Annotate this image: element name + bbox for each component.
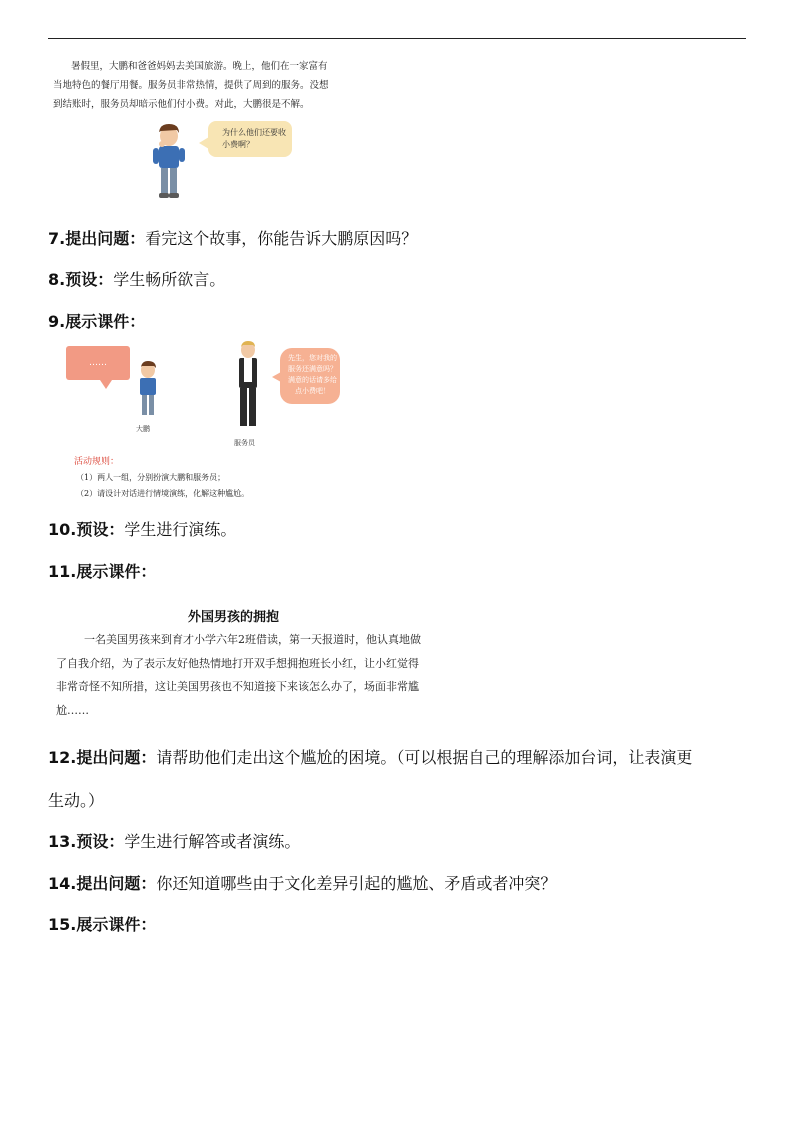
- step-8: [48, 267, 225, 290]
- boy-dapeng-small-illustration: [132, 360, 164, 420]
- step-label: 15.展示课件：: [48, 915, 157, 934]
- activity-rules-title: 活动规则：: [74, 457, 120, 467]
- step-text: 学生进行演练。: [124, 520, 237, 539]
- step-text: 生动。）: [48, 791, 105, 810]
- bubble-tail: [199, 137, 209, 149]
- boy-dapeng-illustration: [148, 122, 190, 200]
- caption-dapeng: 大鹏: [136, 425, 150, 433]
- step-text: 学生畅所欲言。: [113, 270, 226, 289]
- step-label: 12.提出问题：: [48, 748, 157, 767]
- story-paragraph-2: 一名美国男孩来到育才小学六年2班借读，第一天报道时，他认真地做了自我介绍，为了表示友好他热情地打开双手想拥抱班长小红，让小红觉得非常奇怪不知所措，这让美国男孩也不知道接下来该怎么办了，场面非常尴尬……: [56, 633, 421, 717]
- step-13: [48, 829, 300, 852]
- speech-bubble-waiter: [280, 348, 340, 404]
- waiter-illustration: [228, 340, 268, 432]
- story-paragraph: 暑假里，大鹏和爸爸妈妈去美国旅游。晚上，他们在一家富有当地特色的餐厅用餐。服务员非常热情，提供了周到的服务。没想到结账时，服务员却暗示他们付小费。对此，大鹏很是不解。: [53, 61, 329, 110]
- step-label: 10.预设：: [48, 520, 125, 539]
- step-label: 8.预设：: [48, 270, 114, 289]
- step-12-continued: [48, 788, 104, 811]
- step-14: [48, 871, 556, 894]
- step-text: 请帮助他们走出这个尴尬的困境。（可以根据自己的理解添加台词，让表演更: [156, 748, 693, 767]
- speech-bubble-question: [208, 121, 292, 157]
- bubble-text: 为什么他们还要收小费啊？: [222, 128, 286, 149]
- slide-roleplay: [60, 340, 360, 500]
- speech-bubble-ellipsis: [66, 346, 130, 380]
- story-title: 外国男孩的拥抱: [188, 610, 280, 625]
- bubble-text: 先生，您对我的服务还满意吗？满意的话请多给点小费吧！: [288, 354, 337, 395]
- bubble-tail: [272, 372, 281, 382]
- header-rule: [48, 38, 746, 39]
- step-9: [48, 309, 145, 332]
- step-label: 9.展示课件：: [48, 312, 146, 331]
- step-label: 13.预设：: [48, 832, 125, 851]
- step-label: 7.提出问题：: [48, 229, 146, 248]
- bubble-tail: [100, 380, 112, 389]
- step-10: [48, 517, 236, 540]
- step-text: 学生进行解答或者演练。: [124, 832, 301, 851]
- caption-waiter: 服务员: [234, 439, 255, 447]
- step-11: [48, 559, 156, 582]
- step-text: 你还知道哪些由于文化差异引起的尴尬、矛盾或者冲突？: [156, 874, 557, 893]
- step-15: [48, 912, 156, 935]
- step-7: [48, 226, 417, 249]
- activity-rule-2: （2）请设计对话进行情境演练，化解这种尴尬。: [76, 489, 250, 498]
- step-label: 11.展示课件：: [48, 562, 157, 581]
- step-text: 看完这个故事，你能告诉大鹏原因吗？: [145, 229, 418, 248]
- activity-rule-1: （1）两人一组，分别扮演大鹏和服务员；: [76, 473, 226, 482]
- step-12: [48, 745, 748, 768]
- step-label: 14.提出问题：: [48, 874, 157, 893]
- bubble-text: ……: [89, 358, 107, 368]
